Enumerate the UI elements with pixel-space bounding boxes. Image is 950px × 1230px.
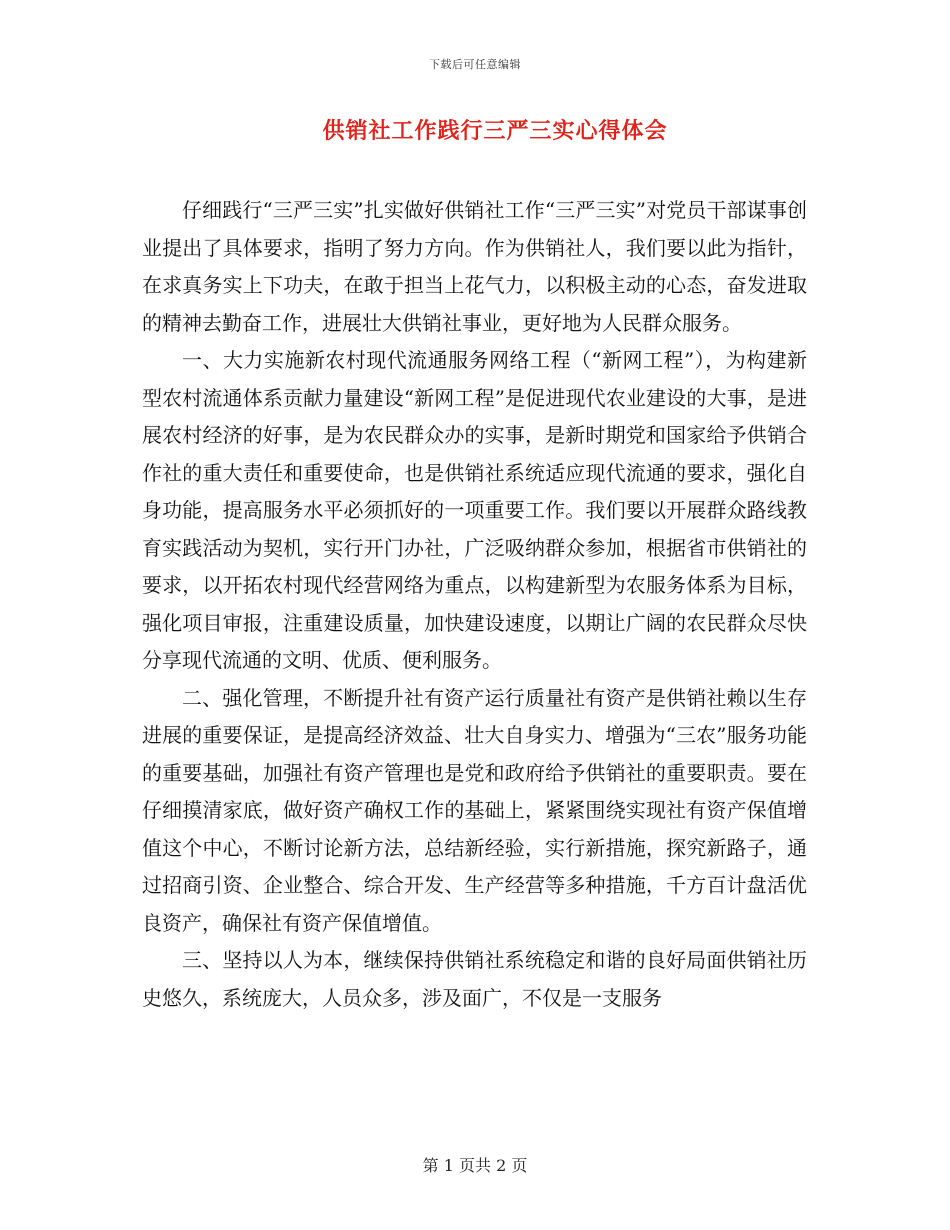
- paragraph-section-2: 二、强化管理，不断提升社有资产运行质量社有资产是供销社赖以生存进展的重要保证，是提高经济效益、壮大自身实力、增强为“三农”服务功能的重要基础，加强社有资产管理也是党和政府给予供销社的重要职责。要在仔细摸清家底，做好资产确权工作的基础上，紧紧围绕实现社有资产保值增值这个中心，不断讨论新方法，总结新经验，实行新措施，探究新路子，通过招商引资、企业整合、综合开发、生产经营等多种措施，千方百计盘活优良资产，确保社有资产保值增值。: [142, 685, 807, 935]
- paragraph-section-1: 一、大力实施新农村现代流通服务网络工程（“新网工程”），为构建新型农村流通体系贡献力量建设“新网工程”是促进现代农业建设的大事，是进展农村经济的好事，是为农民群众办的实事，是新时期党和国家给予供销合作社的重大责任和重要使命，也是供销社系统适应现代流通的要求，强化自身功能，提高服务水平必须抓好的一项重要工作。我们要以开展群众路线教育实践活动为契机，实行开门办社，广泛吸纳群众参加，根据省市供销社的要求，以开拓农村现代经营网络为重点，以构建新型为农服务体系为目标，强化项目审报，注重建设质量，加快建设速度，以期让广阔的农民群众尽快分享现代流通的文明、优质、便利服务。: [142, 348, 807, 672]
- paragraph-section-3: 三、坚持以人为本，继续保持供销社系统稳定和谐的良好局面供销社历史悠久，系统庞大，人员众多，涉及面广，不仅是一支服务: [142, 948, 807, 1010]
- page-number: 第 1 页共 2 页: [422, 1156, 528, 1175]
- paragraph-intro: 仔细践行“三严三实”扎实做好供销社工作“三严三实”对党员干部谋事创业提出了具体要求，指明了努力方向。作为供销社人，我们要以此为指针，在求真务实上下功夫，在敢于担当上花气力，以积极主动的心态，奋发进取的精神去勤奋工作，进展壮大供销社事业，更好地为人民群众服务。: [142, 198, 807, 335]
- header-note: 下载后可任意编辑: [429, 58, 521, 71]
- document-title: 供销社工作践行三严三实心得体会: [322, 118, 668, 144]
- document-body: [142, 192, 807, 1017]
